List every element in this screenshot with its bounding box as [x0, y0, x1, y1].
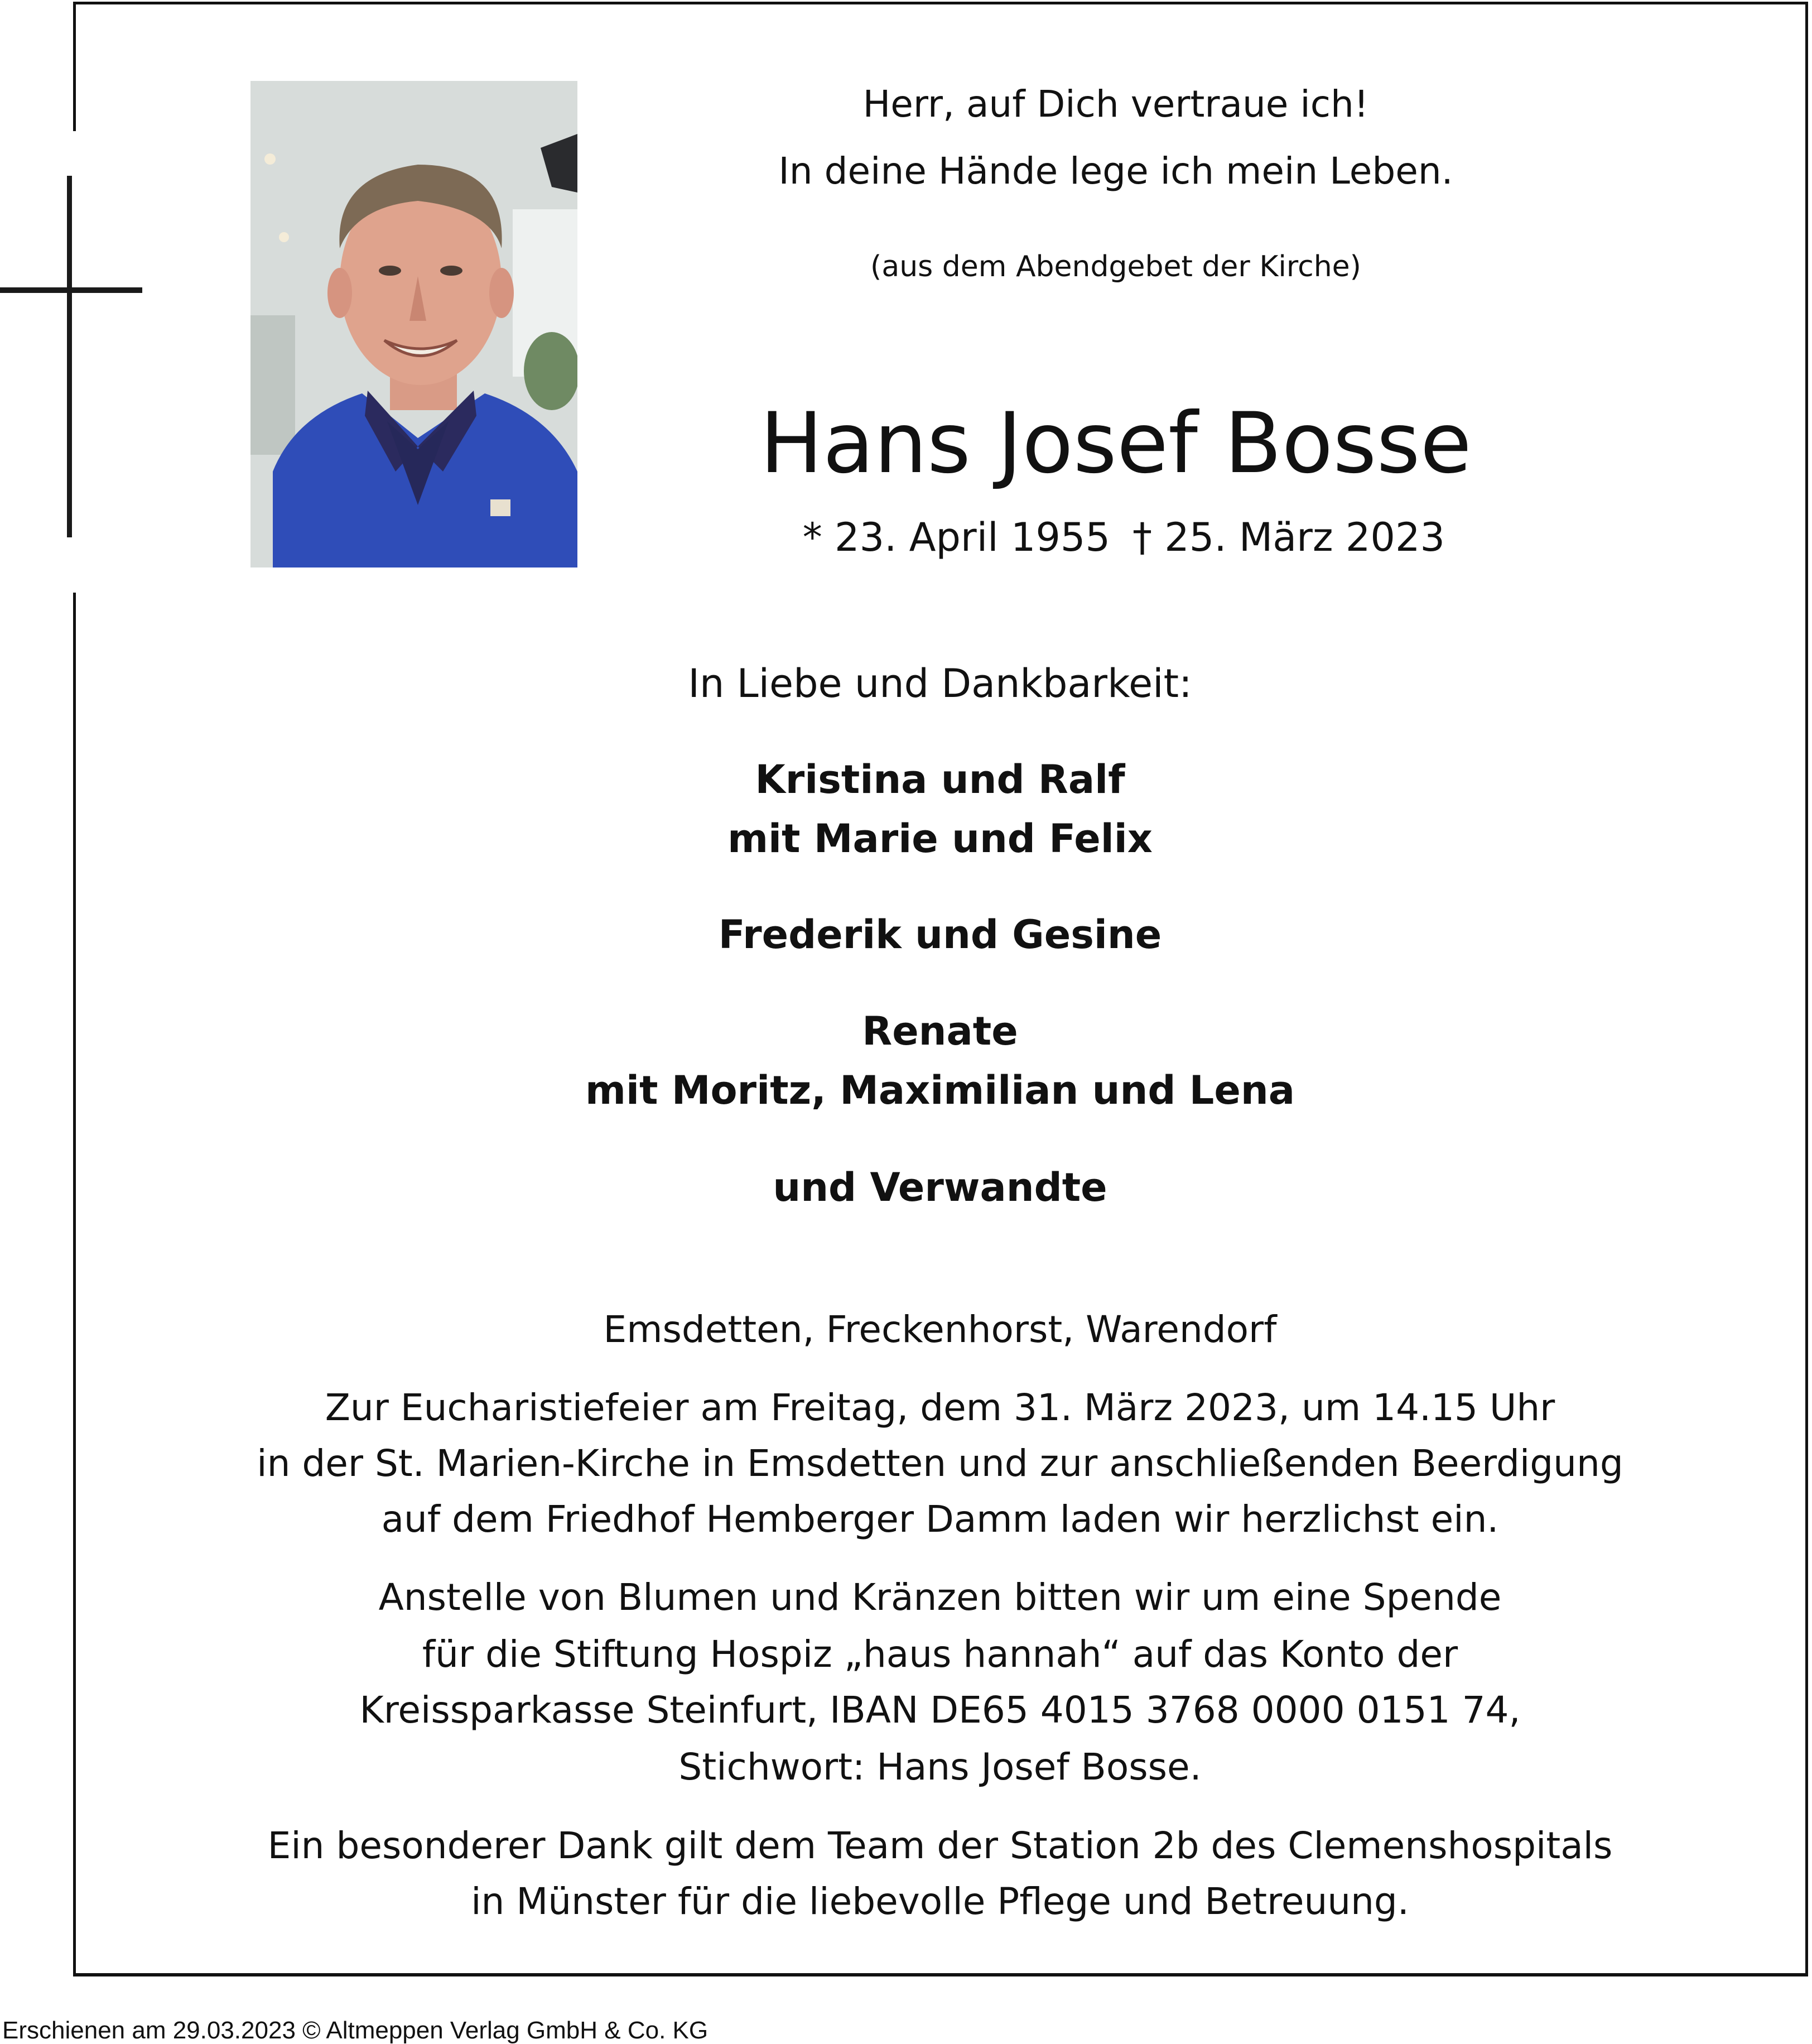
service-line: Zur Eucharistiefeier am Freitag, dem 31. März 2023, um 14.15 Uhr — [325, 1386, 1555, 1429]
verse-line-1: Herr, auf Dich vertraue ich! — [862, 83, 1369, 126]
verse-line-2: In deine Hände lege ich mein Leben. — [778, 150, 1453, 193]
thanks-line: Ein besonderer Dank gilt dem Team der Station 2b des Clemenshospitals — [267, 1824, 1613, 1867]
mourner-line: Kristina und Ralf — [755, 757, 1125, 802]
donation-line: Stichwort: Hans Josef Bosse. — [678, 1745, 1202, 1788]
birth-date: * 23. April 1955 — [802, 514, 1110, 560]
donation-line: für die Stiftung Hospiz „haus hannah“ auf das Konto der — [422, 1633, 1458, 1676]
death-date: † 25. März 2023 — [1132, 514, 1445, 560]
donation-line: Kreissparkasse Steinfurt, IBAN DE65 4015 3768 0000 0151 74, — [359, 1689, 1521, 1732]
cross-vertical-beam — [67, 176, 72, 537]
verse-source: (aus dem Abendgebet der Kirche) — [870, 250, 1361, 283]
mourner-line: mit Moritz, Maximilian und Lena — [585, 1067, 1295, 1113]
frame-top-border — [73, 2, 1808, 4]
mourner-line: mit Marie und Felix — [727, 816, 1153, 862]
mourner-line: und Verwandte — [773, 1165, 1107, 1210]
portrait-illustration — [250, 81, 577, 567]
frame-left-border-lower — [73, 593, 76, 1976]
portrait-photo — [250, 81, 577, 567]
mourner-line: Renate — [862, 1008, 1018, 1054]
frame-right-border — [1805, 2, 1808, 1976]
mourners-intro: In Liebe und Dankbarkeit: — [688, 661, 1192, 706]
donation-line: Anstelle von Blumen und Kränzen bitten wir um eine Spende — [378, 1576, 1502, 1619]
publication-footer: Erschienen am 29.03.2023 © Altmeppen Verlag GmbH & Co. KG — [2, 2017, 709, 2044]
frame-left-border-upper — [73, 2, 76, 131]
places-line: Emsdetten, Freckenhorst, Warendorf — [603, 1308, 1277, 1351]
mourner-line: Frederik und Gesine — [718, 912, 1162, 958]
service-line: in der St. Marien-Kirche in Emsdetten und zur anschließenden Beerdigung — [257, 1442, 1623, 1485]
deceased-name: Hans Josef Bosse — [760, 395, 1472, 492]
thanks-line: in Münster für die liebevolle Pflege und Betreuung. — [471, 1880, 1409, 1923]
frame-bottom-border — [73, 1973, 1808, 1976]
cross-horizontal-beam — [0, 287, 142, 293]
service-line: auf dem Friedhof Hemberger Damm laden wir herzlichst ein. — [381, 1498, 1499, 1541]
